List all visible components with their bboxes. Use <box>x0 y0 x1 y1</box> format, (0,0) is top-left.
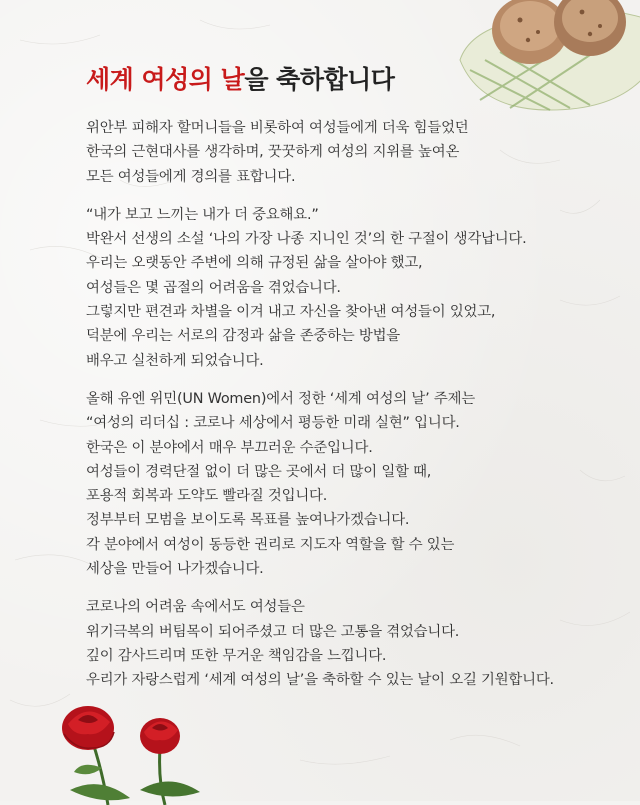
paragraph-1 <box>86 116 586 189</box>
paragraph-line: 박완서 선생의 소설 ‘나의 가장 나종 지니인 것’의 한 구절이 생각납니다. <box>86 231 527 248</box>
red-roses-illustration <box>30 690 230 805</box>
bread-basket-illustration <box>440 0 640 120</box>
paragraph-2 <box>86 203 586 373</box>
paragraph-line: 한국의 근현대사를 생각하며, 꿋꿋하게 여성의 지위를 높여온 <box>86 144 460 161</box>
paragraph-4 <box>86 595 586 692</box>
title-rest: 을 축하합니다 <box>244 65 395 94</box>
page-title <box>86 60 394 96</box>
paragraph-line: 모든 여성들에게 경의를 표합니다. <box>86 168 296 185</box>
paragraph-line: “여성의 리더십 : 코로나 세상에서 평등한 미래 실현” 입니다. <box>86 415 460 432</box>
paragraph-line: 우리가 자랑스럽게 ‘세계 여성의 날’을 축하할 수 있는 날이 오길 기원합니다. <box>86 672 554 689</box>
paragraph-line: 위기극복의 버팀목이 되어주셨고 더 많은 고통을 겪었습니다. <box>86 623 460 640</box>
paragraph-line: 여성들은 몇 곱절의 어려움을 겪었습니다. <box>86 279 341 296</box>
paragraph-line: 깊이 감사드리며 또한 무거운 책임감을 느낍니다. <box>86 647 387 664</box>
paragraph-3 <box>86 387 586 581</box>
paragraph-line: 세상을 만들어 나가겠습니다. <box>86 561 264 578</box>
paragraph-line: 우리는 오랫동안 주변에 의해 규정된 삶을 살아야 했고, <box>86 255 423 272</box>
paragraph-line: 코로나의 어려움 속에서도 여성들은 <box>86 599 305 616</box>
paragraph-line: 위안부 피해자 할머니들을 비롯하여 여성들에게 더욱 힘들었던 <box>86 120 469 136</box>
message-body <box>86 116 586 707</box>
title-highlight: 세계 여성의 날 <box>86 65 245 94</box>
paragraph-line: 올해 유엔 위민(UN Women)에서 정한 ‘세계 여성의 날’ 주제는 <box>86 390 475 407</box>
paragraph-line: “내가 보고 느끼는 내가 더 중요해요.” <box>86 206 319 223</box>
rose-flower-left <box>62 706 114 750</box>
paragraph-line: 각 분야에서 여성이 동등한 권리로 지도자 역할을 할 수 있는 <box>86 536 455 553</box>
paragraph-line: 덕분에 우리는 서로의 감정과 삶을 존중하는 방법을 <box>86 328 400 345</box>
paragraph-line: 한국은 이 분야에서 매우 부끄러운 수준입니다. <box>86 439 373 456</box>
paragraph-line: 포용적 회복과 도약도 빨라질 것입니다. <box>86 488 328 505</box>
paragraph-line: 정부부터 모범을 보이도록 목표를 높여나가겠습니다. <box>86 512 410 529</box>
paragraph-line: 배우고 실천하게 되었습니다. <box>86 352 264 369</box>
paragraph-line: 여성들이 경력단절 없이 더 많은 곳에서 더 많이 일할 때, <box>86 463 432 480</box>
paragraph-line: 그렇지만 편견과 차별을 이겨 내고 자신을 찾아낸 여성들이 있었고, <box>86 304 496 321</box>
rose-flower-right <box>140 718 180 754</box>
